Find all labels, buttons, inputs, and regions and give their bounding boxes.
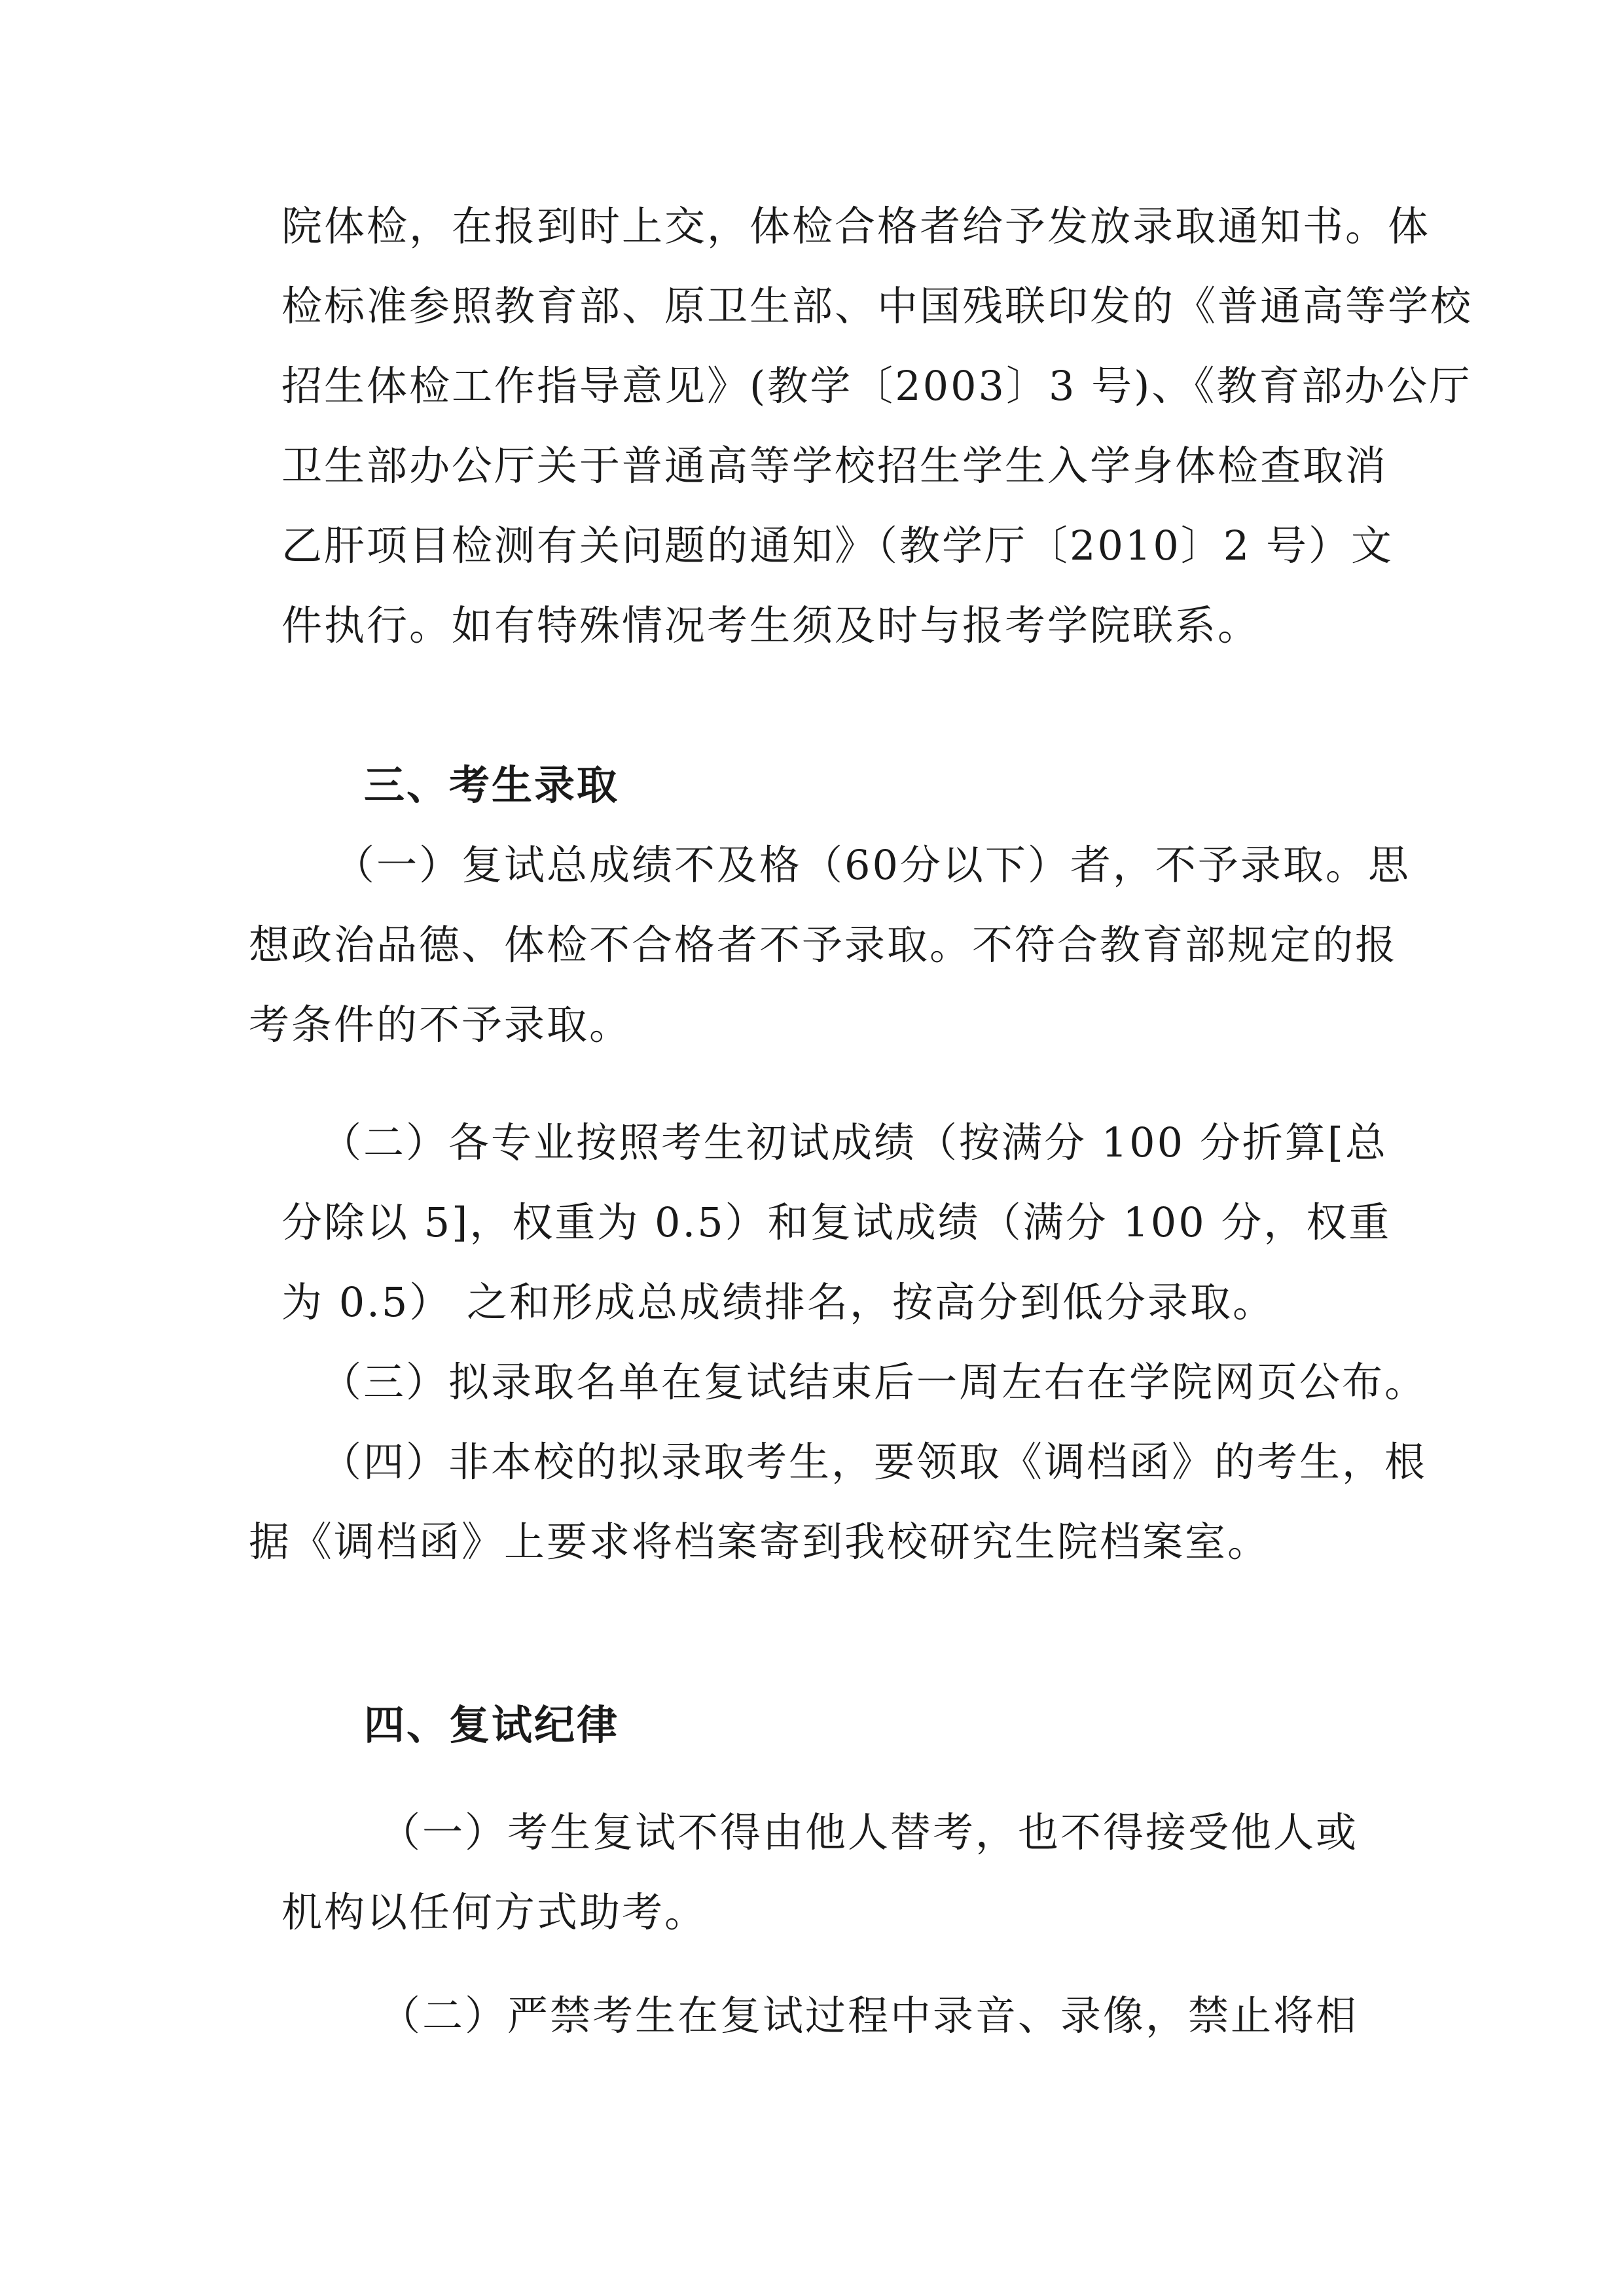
paragraph-line: 卫生部办公厅关于普通高等学校招生学生入学身体检查取消 [281,442,1388,490]
section-heading: 三、考生录取 [364,761,620,809]
paragraph-line: （二）严禁考生在复试过程中录音、录像，禁止将相 [380,1992,1359,2039]
paragraph-line: 想政治品德、体检不合格者不予录取。不符合教育部规定的报 [249,921,1398,969]
paragraph-line: （三）拟录取名单在复试结束后一周左右在学院网页公布。 [321,1358,1428,1406]
paragraph-line: （一）考生复试不得由他人替考，也不得接受他人或 [380,1808,1359,1856]
paragraph-line: 分除以 5]，权重为 0.5）和复试成绩（满分 100 分，权重 [281,1198,1392,1246]
paragraph-line: 为 0.5） 之和形成总成绩排名，按高分到低分录取。 [281,1278,1276,1326]
paragraph-line: 院体检，在报到时上交，体检合格者给予发放录取通知书。体 [281,202,1431,250]
paragraph-line: （四）非本校的拟录取考生，要领取《调档函》的考生，根 [321,1438,1428,1486]
paragraph-line: （一）复试总成绩不及格（60分以下）者，不予录取。思 [334,841,1411,889]
paragraph-line: 件执行。如有特殊情况考生须及时与报考学院联系。 [281,601,1261,649]
paragraph-line: 招生体检工作指导意见》(教学〔2003〕3 号)、《教育部办公厅 [281,362,1472,410]
paragraph-line: 乙肝项目检测有关问题的通知》（教学厅〔2010〕2 号）文 [281,522,1394,569]
paragraph-line: 机构以任何方式助考。 [281,1888,708,1936]
paragraph-line: 考条件的不予录取。 [249,1001,632,1049]
paragraph-line: （二）各专业按照考生初试成绩（按满分 100 分折算[总 [321,1119,1388,1166]
paragraph-line: 检标准参照教育部、原卫生部、中国残联印发的《普通高等学校 [281,282,1473,330]
paragraph-line: 据《调档函》上要求将档案寄到我校研究生院档案室。 [249,1518,1271,1566]
section-heading: 四、复试纪律 [364,1701,620,1749]
